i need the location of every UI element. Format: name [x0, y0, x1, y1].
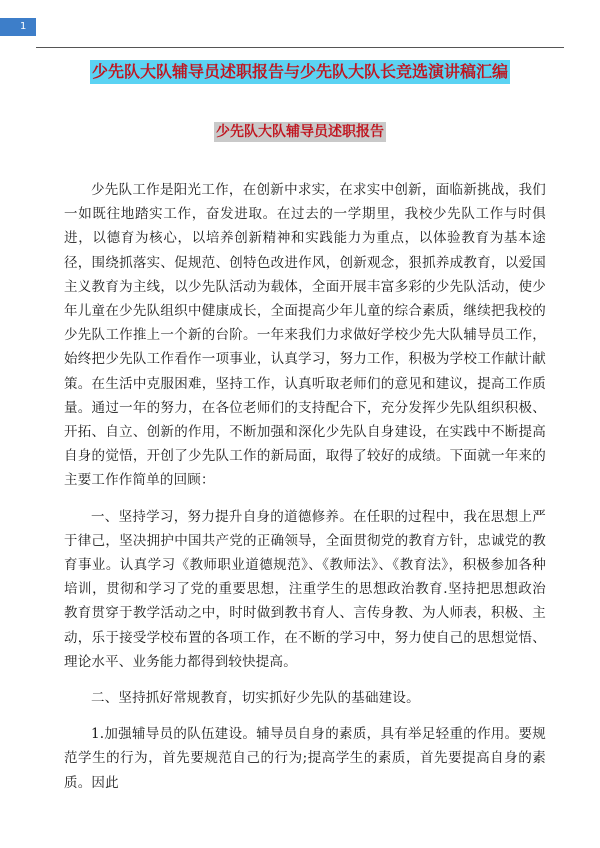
body-paragraph-routine: 二、坚持抓好常规教育，切实抓好少先队的基础建设。 [91, 690, 420, 707]
document-title-block [0, 60, 600, 84]
page-number: 1 [20, 21, 27, 32]
body-paragraph-intro: 少先队工作是阳光工作，在创新中求实，在求实中创新，面临新挑战，我们一如既往地踏实工作，奋发进取。在过去的一学期里，我校少先队工作与时俱进，以德育为核心，以培养创新精神和实践能力为重点，以体验教育为基本途径，围绕抓落实、促规范、创特色改进作风，创新观念，狠抓养成教育，以爱国主义教育为主线，以少先队活动为载体，全面开展丰富多彩的少先队活动，使少年儿童在少先队组织中健康成长，全面提高少年儿童的综合素质，继续把我校的少先队工作推上一个新的台阶。一年来我们力求做好学校少先大队辅导员工作，始终把少先队工作看作一项事业，认真学习，努力工作，积极为学校工作献计献策。在生活中克服困难，坚持工作，认真听取老师们的意见和建议，提高工作质量。通过一年的努力，在各位老师们的支持配合下，充分发挥少先队组织积极、开拓、自立、创新的作用，不断加强和深化少先队自身建设，在实践中不断提高自身的觉悟，开创了少先队工作的新局面，取得了较好的成绩。下面就一年来的主要工作作简单的回顾： [64, 182, 546, 489]
document-title: 少先队大队辅导员述职报告与少先队大队长竞选演讲稿汇编 [90, 60, 510, 84]
section-title: 少先队大队辅导员述职报告 [216, 124, 384, 140]
page-number-tab [0, 18, 36, 36]
header-rule [36, 47, 564, 48]
document-body [64, 178, 546, 795]
body-paragraph-team-building: 1.加强辅导员的队伍建设。辅导员自身的素质，具有举足轻重的作用。要规范学生的行为，首先要规范自己的行为;提高学生的素质，首先要提高自身的素质。因此 [64, 726, 546, 791]
body-paragraph-study: 一、坚持学习，努力提升自身的道德修养。在任职的过程中，我在思想上严于律己，坚决拥护中国共产党的正确领导，全面贯彻党的教育方针，忠诚党的教育事业。认真学习《教师职业道德规范》、《教师法》、《教育法》，积极参加各种培训，贯彻和学习了党的重要思想，注重学生的思想政治教育.坚持把思想政治教育贯穿于教学活动之中，时时做到教书育人、言传身教、为人师表，积极、主动，乐于接受学校布置的各项工作，在不断的学习中，努力使自己的思想觉悟、理论水平、业务能力都得到较快提高。 [64, 508, 546, 670]
section-title-block [0, 121, 600, 142]
